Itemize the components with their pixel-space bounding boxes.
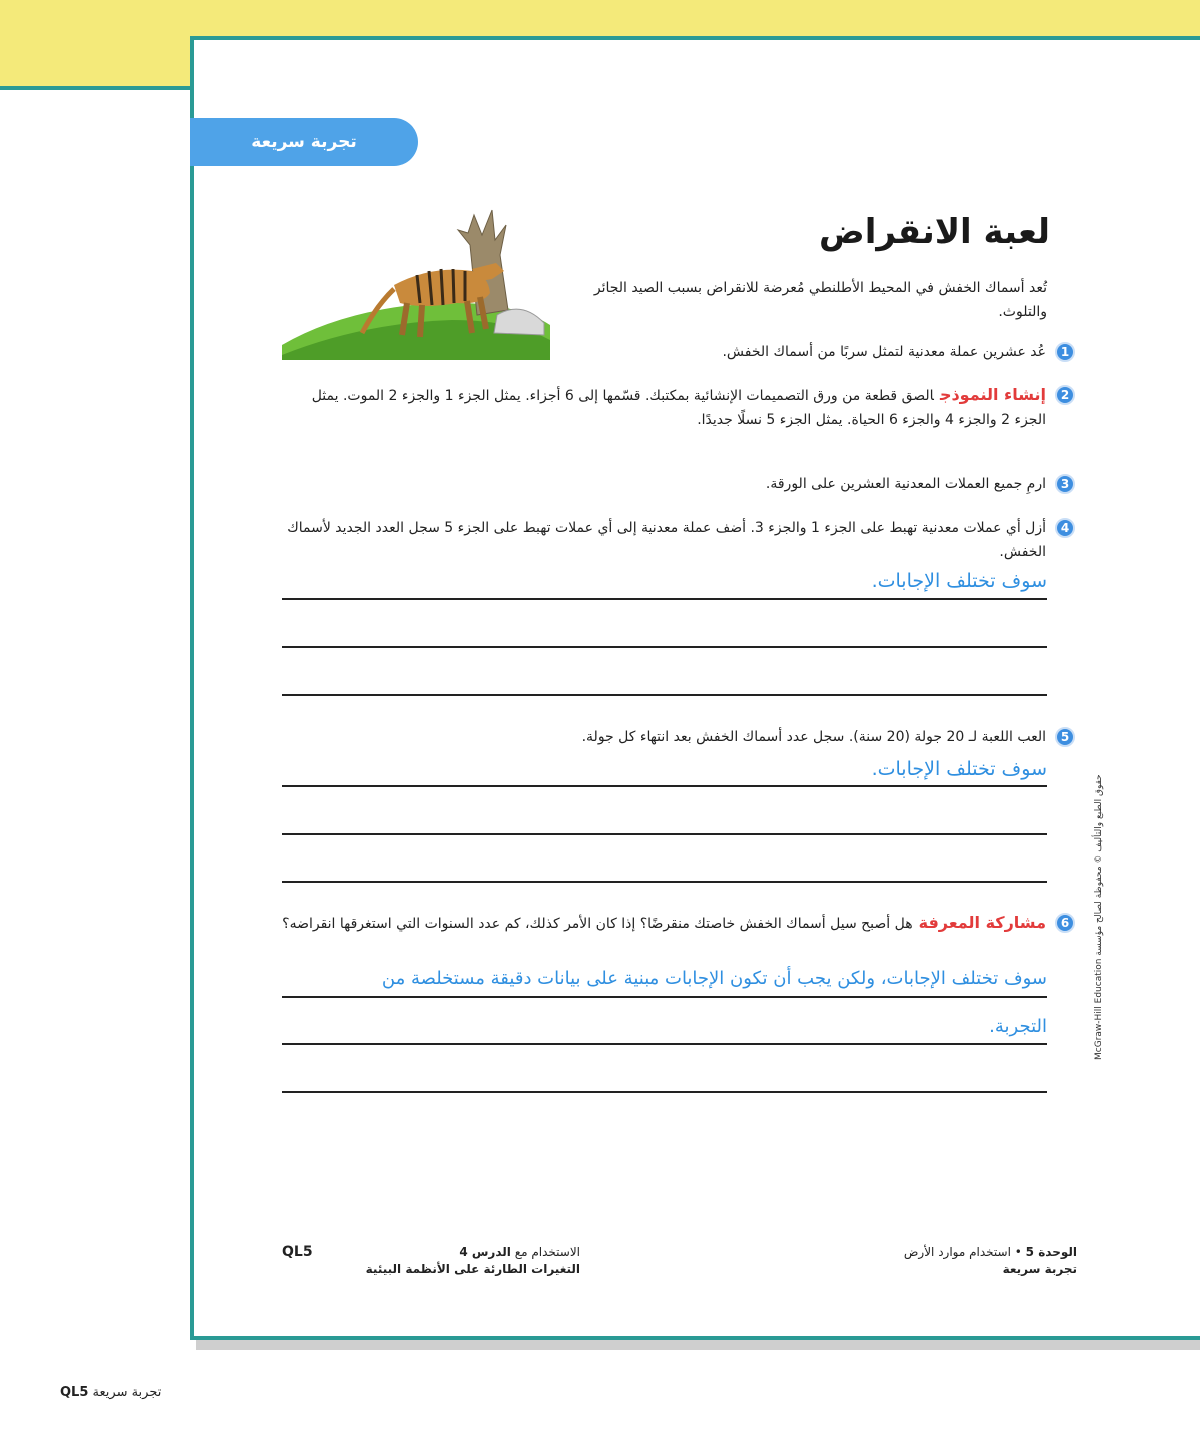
step-2 (280, 383, 1075, 432)
step-text: ارمِ جميع العملات المعدنية العشرين على الورقة. (765, 476, 1046, 492)
step-number-badge: 5 (1055, 727, 1075, 747)
step-6 (280, 911, 1075, 936)
step-text: الصق قطعة من ورق التصميمات الإنشائية بمكتبك. قسّمها إلى 6 أجزاء. يمثل الجزء 1 والجزء 2 الموت. يمثل الجزء 2 والجزء 4 والجزء 6 الحياة. يمثل الجزء 5 نسلًا جديدًا. (311, 388, 1046, 428)
copyright-notice: McGraw-Hill Education حقوق الطبع والتأليف © محفوظة لصالح مؤسسة (1094, 774, 1104, 1060)
thylacine-illustration (282, 205, 550, 360)
lesson-title: التغيرات الطارئة على الأنظمة البيئية (365, 1262, 580, 1276)
unit-label: الوحدة 5 (1025, 1245, 1077, 1259)
answer-line (282, 646, 1047, 648)
quick-lab-banner: تجربة سريعة (190, 118, 418, 166)
step-text-wrap (280, 383, 1075, 432)
teal-divider (0, 86, 195, 90)
answer-4: سوف تختلف الإجابات. (871, 570, 1047, 592)
answer-5: سوف تختلف الإجابات. (871, 758, 1047, 780)
page-code: QL5 (282, 1244, 313, 1260)
step-3 (280, 472, 1075, 496)
step-text: هل أصبح سيل أسماك الخفش خاصتك منقرضًا؟ إذا كان الأمر كذلك، كم عدد السنوات التي استغرقها انقراضه؟ (282, 916, 913, 932)
answer-line (282, 1091, 1047, 1093)
step-number-badge: 4 (1055, 518, 1075, 538)
step-text: أزل أي عملات معدنية تهبط على الجزء 1 والجزء 3. أضف عملة معدنية إلى أي عملات تهبط على الجزء 5 سجل العدد الجديد لأسماك الخفش. (287, 520, 1046, 560)
quick-lab-label: تجربة سريعة (1002, 1262, 1077, 1276)
step-keyword: إنشاء النموذج (939, 385, 1046, 404)
unit-text: • استخدام موارد الأرض (903, 1245, 1022, 1259)
page-title: لعبة الانقراض (818, 212, 1050, 252)
answer-6-line2: التجربة. (989, 1016, 1047, 1037)
answer-line (282, 881, 1047, 883)
answer-6-line1: سوف تختلف الإجابات، ولكن يجب أن تكون الإجابات مبنية على بيانات دقيقة مستخلصة من (381, 968, 1047, 989)
step-5 (280, 725, 1075, 749)
answer-line (282, 833, 1047, 835)
step-keyword: مشاركة المعرفة (918, 913, 1046, 932)
bottom-folio (60, 1385, 200, 1400)
lesson-label: الدرس 4 (459, 1245, 511, 1259)
intro-paragraph: تُعد أسماك الخفش في المحيط الأطلنطي مُعرضة للانقراض بسبب الصيد الجائر والتلوث. (593, 280, 1047, 320)
use-with-label: الاستخدام مع (514, 1245, 580, 1259)
answer-line (282, 1043, 1047, 1045)
answer-line (282, 785, 1047, 787)
step-4 (280, 516, 1075, 564)
footer-lesson (320, 1244, 580, 1278)
answer-line (282, 996, 1047, 998)
step-text-wrap (280, 911, 1075, 936)
step-number-badge: 2 (1055, 385, 1075, 405)
step-text: عُد عشرين عملة معدنية لتمثل سربًا من أسماك الخفش. (722, 344, 1046, 360)
footer-unit (820, 1244, 1077, 1278)
folio-label: تجربة سريعة (92, 1385, 162, 1400)
step-number-badge: 6 (1055, 913, 1075, 933)
step-number-badge: 1 (1055, 342, 1075, 362)
answer-line (282, 694, 1047, 696)
answer-line (282, 598, 1047, 600)
step-number-badge: 3 (1055, 474, 1075, 494)
step-text: العب اللعبة لـ 20 جولة (20 سنة). سجل عدد أسماك الخفش بعد انتهاء كل جولة. (581, 729, 1046, 745)
folio-code: QL5 (60, 1385, 89, 1400)
step-1 (280, 340, 1075, 364)
